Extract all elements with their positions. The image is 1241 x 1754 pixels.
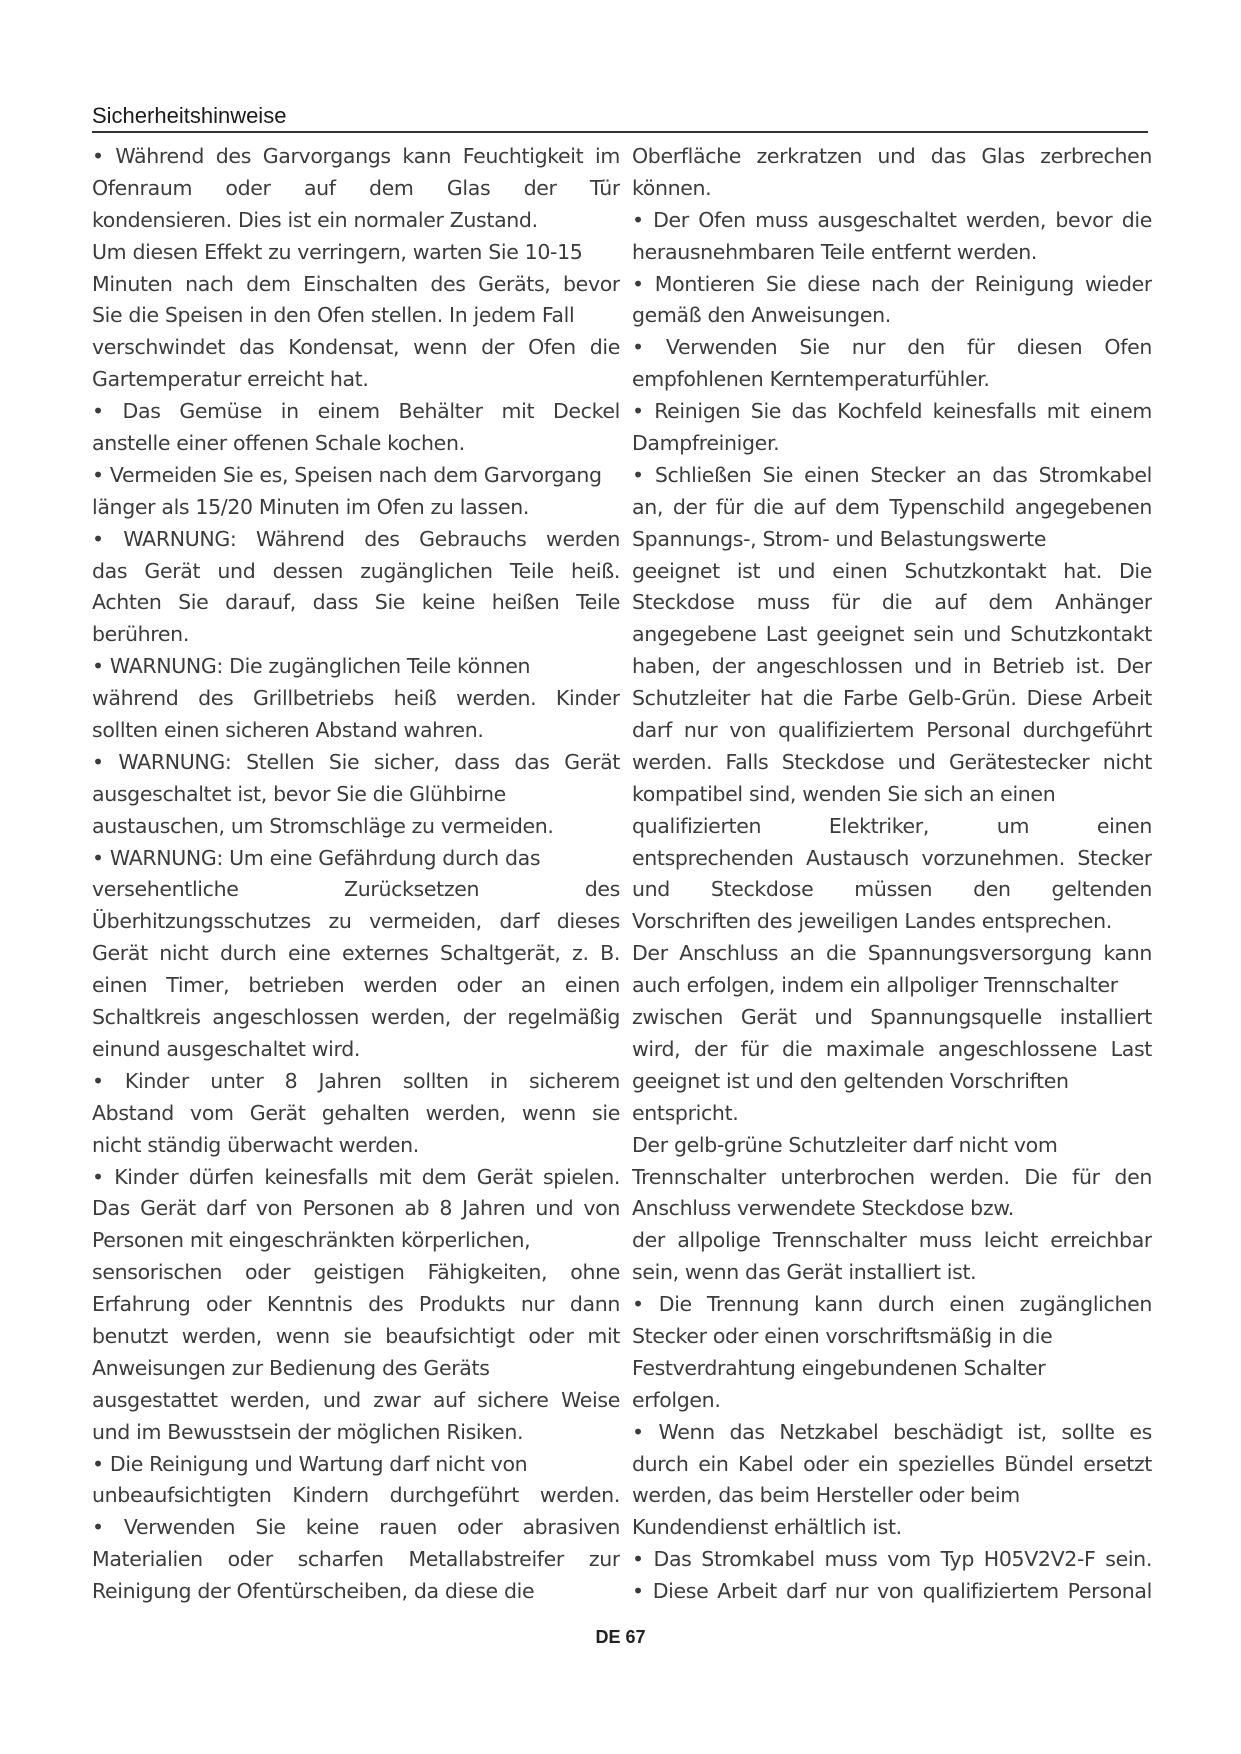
text-line: • Montieren Sie diese nach der Reinigung wieder [632, 271, 1152, 296]
text-line: anstelle einer offenen Schale kochen. [92, 431, 465, 456]
text-line: an, der für die auf dem Typenschild angegebenen [632, 494, 1152, 519]
text-line: auch erfolgen, indem ein allpoliger Trennschalter [632, 973, 1118, 998]
text-line: • WARNUNG: Die zugänglichen Teile können [92, 654, 531, 679]
page-header [92, 103, 1148, 133]
text-line: Schutzleiter hat die Farbe Gelb-Grün. Diese Arbeit [632, 686, 1152, 711]
text-line: gemäß den Anweisungen. [632, 303, 891, 328]
text-line: • Kinder dürfen keinesfalls mit dem Gerät spielen. [92, 1164, 620, 1189]
page-number: DE 67 [595, 1627, 646, 1647]
text-line: • WARNUNG: Während des Gebrauchs werden [92, 526, 620, 551]
text-line: Steckdose muss für die auf dem Anhänger [632, 590, 1152, 615]
text-line: wird, der für die maximale angeschlossene Last [632, 1036, 1152, 1061]
text-line: kondensieren. Dies ist ein normaler Zustand. [92, 207, 538, 232]
text-line: Festverdrahtung eingebundenen Schalter [632, 1355, 1046, 1380]
right-text-column [632, 141, 1152, 1608]
text-line: entspricht. [632, 1100, 739, 1125]
text-line: während des Grillbetriebs heiß werden. Kinder [92, 686, 620, 711]
text-line: geeignet ist und einen Schutzkontakt hat. Die [632, 558, 1152, 583]
text-line: durch ein Kabel oder ein spezielles Bündel ersetzt [632, 1451, 1152, 1476]
text-line: entsprechenden Austausch vorzunehmen. Stecker [632, 845, 1152, 870]
text-line: qualifizierten Elektriker, um einen [632, 813, 1152, 838]
text-line: werden. Falls Steckdose und Gerätestecker nicht [632, 749, 1152, 774]
text-line: Dampfreiniger. [632, 431, 780, 456]
text-line: Um diesen Effekt zu verringern, warten Sie 10-15 [92, 239, 583, 264]
text-line: Ofenraum oder auf dem Glas der Tür [92, 175, 620, 200]
text-line: angegebene Last geeignet sein und Schutzkontakt [632, 622, 1152, 647]
text-line: erfolgen. [632, 1387, 721, 1412]
text-line: • Die Trennung kann durch einen zugänglichen [632, 1292, 1152, 1317]
text-line: Stecker oder einen vorschriftsmäßig in die [632, 1323, 1053, 1348]
text-line: • WARNUNG: Um eine Gefährdung durch das [92, 845, 541, 870]
text-line: Vorschriften des jeweiligen Landes entsprechen. [632, 909, 1112, 934]
text-line: Sie die Speisen in den Ofen stellen. In jedem Fall [92, 303, 575, 328]
text-line: Gartemperatur erreicht hat. [92, 367, 369, 392]
text-line: haben, der angeschlossen und in Betrieb ist. Der [632, 654, 1152, 679]
text-line: • WARNUNG: Stellen Sie sicher, dass das Gerät [92, 749, 620, 774]
text-line: verschwindet das Kondensat, wenn der Ofen die [92, 335, 620, 360]
text-line: • Kinder unter 8 Jahren sollten in sicherem [92, 1068, 620, 1093]
text-line: • Während des Garvorgangs kann Feuchtigkeit im [92, 144, 620, 168]
text-line: Kundendienst erhältlich ist. [632, 1515, 902, 1540]
text-line: benutzt werden, wenn sie beaufsichtigt oder mit [92, 1323, 620, 1348]
text-line: • Das Gemüse in einem Behälter mit Deckel [92, 399, 620, 424]
text-line: werden, das beim Hersteller oder beim [632, 1483, 1020, 1508]
text-line: • Wenn das Netzkabel beschädigt ist, sollte es [632, 1419, 1152, 1444]
text-line: geeignet ist und den geltenden Vorschriften [632, 1068, 1069, 1093]
text-line: Anschluss verwendete Steckdose bzw. [632, 1196, 1014, 1221]
text-line: herausnehmbaren Teile entfernt werden. [632, 239, 1038, 264]
text-line: versehentliche Zurücksetzen des [92, 877, 620, 902]
text-line: • Verwenden Sie keine rauen oder abrasiven [92, 1515, 620, 1540]
text-line: berühren. [92, 622, 189, 647]
text-line: Anweisungen zur Bedienung des Geräts [92, 1355, 490, 1380]
text-line: • Schließen Sie einen Stecker an das Stromkabel [632, 462, 1152, 487]
page-title: Sicherheitshinweise [92, 103, 287, 128]
text-line: Das Gerät darf von Personen ab 8 Jahren und von [92, 1196, 620, 1221]
text-line: Gerät nicht durch eine externes Schaltgerät, z. B. [92, 941, 620, 966]
text-line: Schaltkreis angeschlossen werden, der regelmäßig [92, 1005, 620, 1030]
text-line: Minuten nach dem Einschalten des Geräts, bevor [92, 271, 620, 296]
text-line: sollten einen sicheren Abstand wahren. [92, 718, 484, 743]
text-line: kompatibel sind, wenden Sie sich an einen [632, 781, 1056, 806]
text-line: Spannungs-, Strom- und Belastungswerte [632, 526, 1047, 551]
text-line: Der Anschluss an die Spannungsversorgung kann [632, 941, 1152, 966]
text-line: Oberfläche zerkratzen und das Glas zerbrechen [632, 144, 1152, 168]
text-line: • Vermeiden Sie es, Speisen nach dem Garvorgang [92, 462, 602, 487]
text-line: sein, wenn das Gerät installiert ist. [632, 1260, 977, 1285]
text-line: darf nur von qualifiziertem Personal durchgeführt [632, 718, 1152, 743]
text-line: Materialien oder scharfen Metallabstreifer zur [92, 1547, 620, 1572]
text-line: einen Timer, betrieben werden oder an einen [92, 973, 620, 998]
text-line: empfohlenen Kerntemperaturfühler. [632, 367, 990, 392]
text-line: Reinigung der Ofentürscheiben, da diese die [92, 1579, 535, 1604]
text-line: nicht ständig überwacht werden. [92, 1132, 419, 1157]
text-line: • Verwenden Sie nur den für diesen Ofen [632, 335, 1152, 360]
text-line: Der gelb-grüne Schutzleiter darf nicht vom [632, 1132, 1058, 1157]
text-line: Personen mit eingeschränkten körperlichen, [92, 1228, 531, 1253]
text-line: Trennschalter unterbrochen werden. Die für den [632, 1164, 1152, 1189]
text-line: einund ausgeschaltet wird. [92, 1036, 361, 1061]
text-line: • Die Reinigung und Wartung darf nicht von [92, 1451, 528, 1476]
text-line: • Der Ofen muss ausgeschaltet werden, bevor die [632, 207, 1152, 232]
text-line: Überhitzungsschutzes zu vermeiden, darf dieses [92, 909, 620, 934]
text-line: Erfahrung oder Kenntnis des Produkts nur dann [92, 1292, 620, 1317]
text-line: der allpolige Trennschalter muss leicht erreichbar [632, 1228, 1152, 1253]
text-line: ausgeschaltet ist, bevor Sie die Glühbirne [92, 781, 506, 806]
text-line: • Reinigen Sie das Kochfeld keinesfalls mit einem [632, 399, 1152, 424]
text-line: Abstand vom Gerät gehalten werden, wenn sie [92, 1100, 620, 1125]
left-text-column [92, 141, 620, 1608]
text-line: und Steckdose müssen den geltenden [632, 877, 1152, 902]
text-line: können. [632, 175, 712, 200]
text-line: sensorischen oder geistigen Fähigkeiten, ohne [92, 1260, 620, 1285]
text-line: • Diese Arbeit darf nur von qualifiziertem Personal [632, 1579, 1152, 1604]
text-line: zwischen Gerät und Spannungsquelle installiert [632, 1005, 1152, 1030]
text-line: das Gerät und dessen zugänglichen Teile heiß. [92, 558, 620, 583]
text-line: unbeaufsichtigten Kindern durchgeführt werden. [92, 1483, 620, 1508]
text-line: länger als 15/20 Minuten im Ofen zu lassen. [92, 494, 530, 519]
text-line: austauschen, um Stromschläge zu vermeiden. [92, 813, 554, 838]
text-line: • Das Stromkabel muss vom Typ H05V2V2-F sein. [632, 1547, 1152, 1572]
text-line: und im Bewusstsein der möglichen Risiken. [92, 1419, 524, 1444]
text-line: ausgestattet werden, und zwar auf sichere Weise [92, 1387, 620, 1412]
text-line: Achten Sie darauf, dass Sie keine heißen Teile [92, 590, 620, 615]
